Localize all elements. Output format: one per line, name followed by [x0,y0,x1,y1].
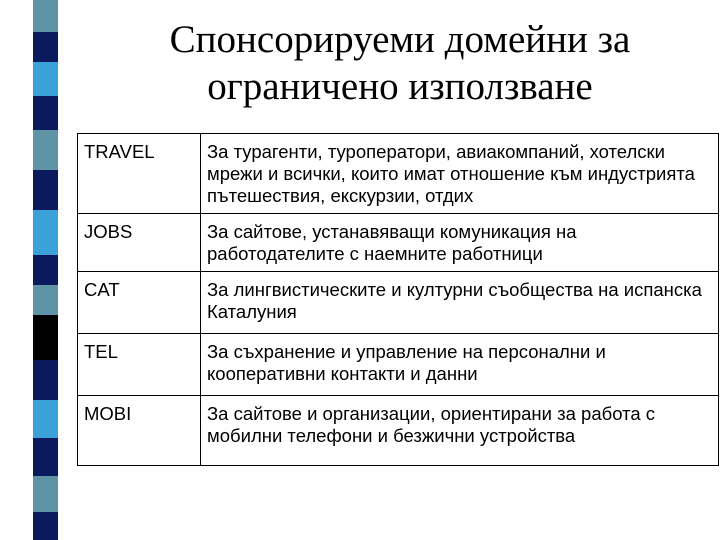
stripe-block [33,130,58,170]
domain-description: За съхранение и управление на персонални и кооперативни контакти и данни [201,334,719,396]
stripe-block [33,476,58,512]
stripe-block [33,0,58,32]
table-row [78,214,719,272]
domain-description: За лингвистическите и културни съобщества на испанска Каталуния [201,272,719,334]
stripe-block [33,32,58,62]
table-row [78,134,719,214]
domain-name: MOBI [78,396,201,466]
table-row [78,334,719,396]
decorative-stripe [0,0,60,540]
domain-name: TEL [78,334,201,396]
domains-table [77,133,719,466]
stripe-block [33,210,58,255]
domain-description: За турагенти, туроператори, авиакомпаний, хотелски мрежи и всички, които имат отношение към индустрията пътешествия, екскурзии, отдих [201,134,719,214]
stripe-block [33,400,58,438]
table-row [78,272,719,334]
stripe-block [33,170,58,210]
domain-name: JOBS [78,214,201,272]
stripe-block [33,96,58,130]
domain-name: TRAVEL [78,134,201,214]
stripe-block [33,62,58,96]
title-line: ограничено използване [207,65,593,108]
domain-description: За сайтове и организации, ориентирани за работа с мобилни телефони и безжични устройства [201,396,719,466]
title-line: Спонсорируеми домейни за [169,18,631,61]
domain-name: CAT [78,272,201,334]
table-row [78,396,719,466]
stripe-block [33,315,58,360]
stripe-block [33,438,58,476]
stripe-block [33,360,58,400]
stripe-block [33,285,58,315]
stripe-block [33,255,58,285]
stripe-block [33,512,58,540]
domain-description: За сайтове, устанавяващи комуникация на работодателите с наемните работници [201,214,719,272]
slide-title [130,16,670,110]
